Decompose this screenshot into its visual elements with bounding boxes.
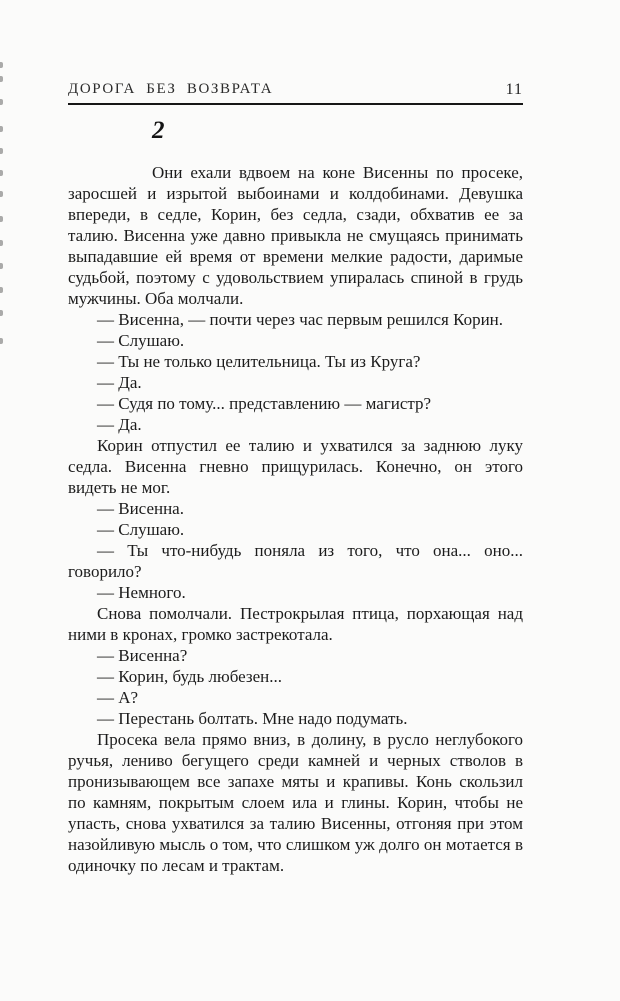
paragraph: — Судя по тому... представлению — магистр? xyxy=(97,394,432,413)
running-header xyxy=(68,81,523,105)
paragraph: — Да. xyxy=(97,373,142,392)
paragraph: — Слушаю. xyxy=(97,331,185,350)
scan-edge-artifacts xyxy=(0,0,4,1001)
paragraph: — Перестань болтать. Мне надо подумать. xyxy=(97,709,408,728)
paragraph: — Висенна. xyxy=(97,499,184,518)
paragraph: — А? xyxy=(97,688,139,707)
paragraph: — Висенна, — почти через час первым решился Корин. xyxy=(97,310,504,329)
paragraph: — Висенна? xyxy=(97,646,188,665)
paragraph: — Корин, будь любезен... xyxy=(97,667,282,686)
running-header-title: ДОРОГА БЕЗ ВОЗВРАТА xyxy=(68,81,274,97)
paragraph: — Да. xyxy=(97,415,142,434)
paragraph: — Ты не только целительница. Ты из Круга? xyxy=(97,352,421,371)
paragraph: — Немного. xyxy=(97,583,186,602)
paragraph: Корин отпустил ее талию и ухватился за заднюю луку седла. Висенна гневно прищурилась. Конечно, он этого видеть не мог. xyxy=(68,436,523,497)
body-text xyxy=(68,162,523,876)
paragraph: Они ехали вдвоем на коне Висенны по просеке, заросшей и изрытой выбоинами и колдобинами. Девушка впереди, в седле, Корин, без седла, сзади, обхватив ее за талию. Висенна уже давно привыкла не смущаясь принимать выпадавшие ей время от времени мелкие радости, даримые судьбой, поэтому с удовольствием упиралась спиной в грудь мужчины. Оба молчали. xyxy=(68,163,523,308)
paragraph: Снова помолчали. Пестрокрылая птица, порхающая над ними в кронах, громко застрекотала. xyxy=(68,604,523,644)
paragraph: — Слушаю. xyxy=(97,520,185,539)
paragraph: — Ты что-нибудь поняла из того, что она... оно... говорило? xyxy=(68,541,523,581)
paragraph: Просека вела прямо вниз, в долину, в русло неглубокого ручья, лениво бегущего среди камней и черных стволов в пронизывающем все запахе мяты и крапивы. Конь скользил по камням, покрытым слоем ила и глины. Корин, чтобы не упасть, снова ухватился за талию Висенны, отгоняя при этом назойливую мысль о том, что слишком уж долго он мотается в одиночку по лесам и трактам. xyxy=(68,730,523,875)
page-content xyxy=(68,0,523,876)
page-number: 11 xyxy=(505,81,523,98)
chapter-number: 2 xyxy=(152,117,165,144)
